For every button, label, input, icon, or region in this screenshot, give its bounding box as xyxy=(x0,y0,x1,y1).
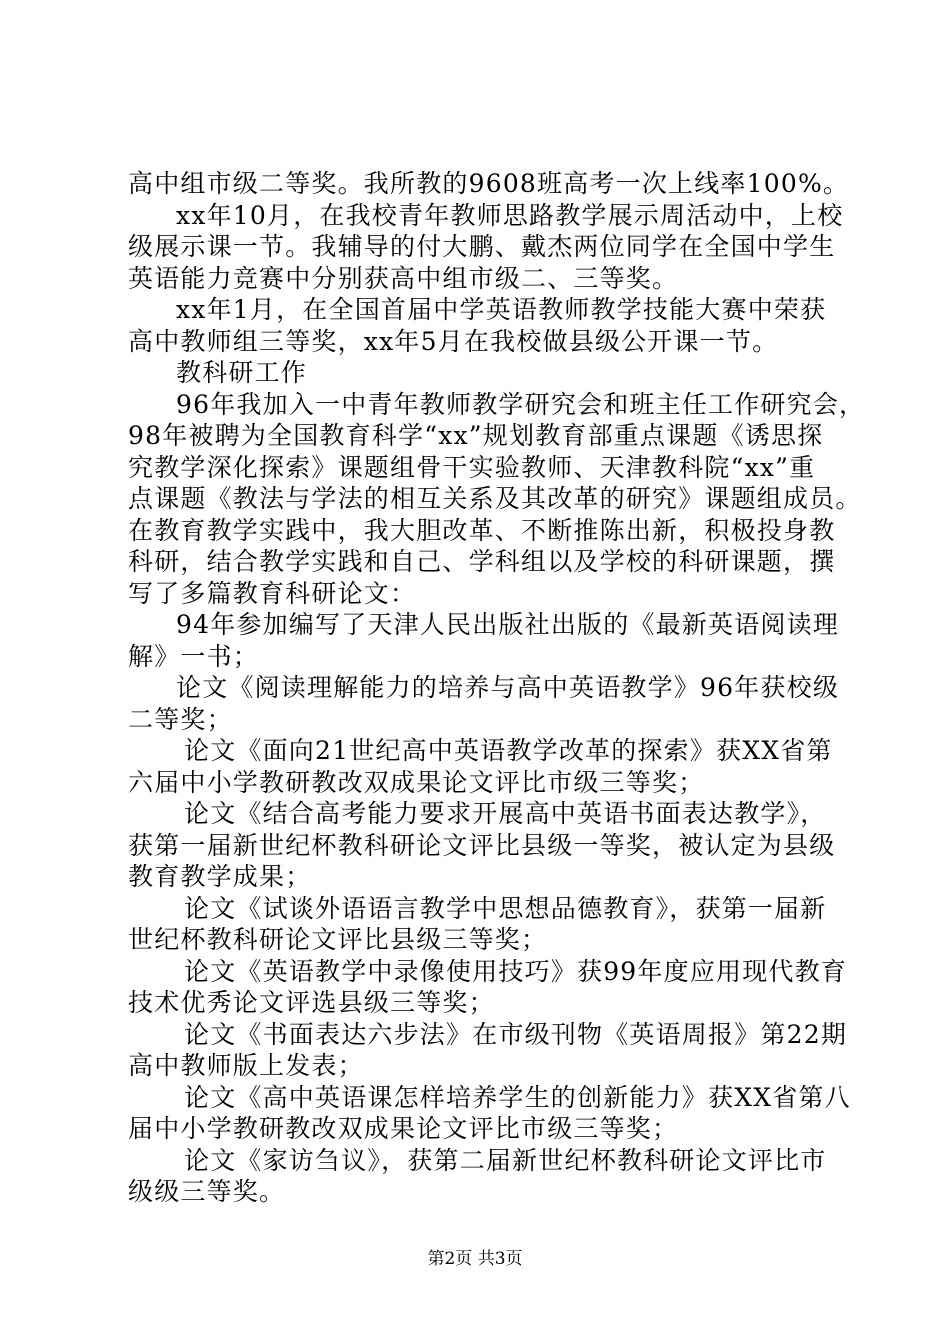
text-line: 论文《结合高考能力要求开展高中英语书面表达教学》， xyxy=(184,799,827,828)
text-line: 教科研工作 xyxy=(176,358,308,387)
document-body xyxy=(128,168,866,1208)
text-line: 论文《试谈外语语言教学中思想品德教育》，获第一届新 xyxy=(184,893,827,923)
text-line: 届中小学教研教改双成果论文评比市级三等奖； xyxy=(128,1114,679,1143)
text-line: 究教学深化探索》课题组骨干实验教师、天津教科院“xx”重 xyxy=(128,452,816,482)
page-footer: 第2页 共3页 xyxy=(427,1249,523,1269)
text-line: 98年被聘为全国教育科学“xx”规划教育部重点课题《诱思探 xyxy=(128,421,824,450)
text-line: 级展示课一节。我辅导的付大鹏、戴杰两位同学在全国中学生 xyxy=(128,232,836,261)
text-line: 解》一书； xyxy=(128,641,260,671)
text-line: 获第一届新世纪杯教科研论文评比县级一等奖，被认定为县级 xyxy=(128,830,836,860)
text-line: 六届中小学教研教改双成果论文评比市级三等奖； xyxy=(128,767,705,797)
text-line: 二等奖； xyxy=(128,704,233,734)
text-line: 96年我加入一中青年教师教学研究会和班主任工作研究会， xyxy=(176,389,866,419)
text-line: 写了多篇教育科研论文： xyxy=(128,578,417,608)
text-line: 教育教学成果； xyxy=(128,862,312,891)
text-line: 高中教师版上发表； xyxy=(128,1051,364,1080)
text-line: 世纪杯教科研论文评比县级三等奖； xyxy=(128,925,548,954)
text-line: 论文《高中英语课怎样培养学生的创新能力》获XX省第八 xyxy=(184,1082,851,1112)
text-line: 高中组市级二等奖。我所教的9608班高考一次上线率100%。 xyxy=(128,169,850,198)
text-line: 论文《阅读理解能力的培养与高中英语教学》96年获校级 xyxy=(176,673,840,702)
text-line: 94年参加编写了天津人民出版社出版的《最新英语阅读理 xyxy=(176,610,840,639)
text-line: xx年10月，在我校青年教师思路教学展示周活动中，上校 xyxy=(176,200,844,230)
text-line: 论文《书面表达六步法》在市级刊物《英语周报》第22期 xyxy=(184,1019,848,1049)
text-line: 高中教师组三等奖，xx年5月在我校做县级公开课一节。 xyxy=(128,326,779,356)
text-line: 在教育教学实践中，我大胆改革、不断推陈出新，积极投身教 xyxy=(128,515,836,545)
text-line: 技术优秀论文评选县级三等奖； xyxy=(128,988,495,1017)
text-line: 英语能力竞赛中分别获高中组市级二、三等奖。 xyxy=(128,263,679,293)
text-line: 级级三等奖。 xyxy=(128,1177,286,1206)
text-line: 论文《家访刍议》，获第二届新世纪杯教科研论文评比市 xyxy=(184,1145,827,1175)
text-line: 点课题《教法与学法的相互关系及其改革的研究》课题组成员。 xyxy=(128,484,862,513)
text-line: 科研，结合教学实践和自己、学科组以及学校的科研课题，撰 xyxy=(128,547,836,576)
text-line: xx年1月，在全国首届中学英语教师教学技能大赛中荣获 xyxy=(176,295,827,324)
text-line: 论文《面向21世纪高中英语教学改革的探索》获XX省第 xyxy=(184,736,833,765)
text-line: 论文《英语教学中录像使用技巧》获99年度应用现代教育 xyxy=(184,956,848,986)
